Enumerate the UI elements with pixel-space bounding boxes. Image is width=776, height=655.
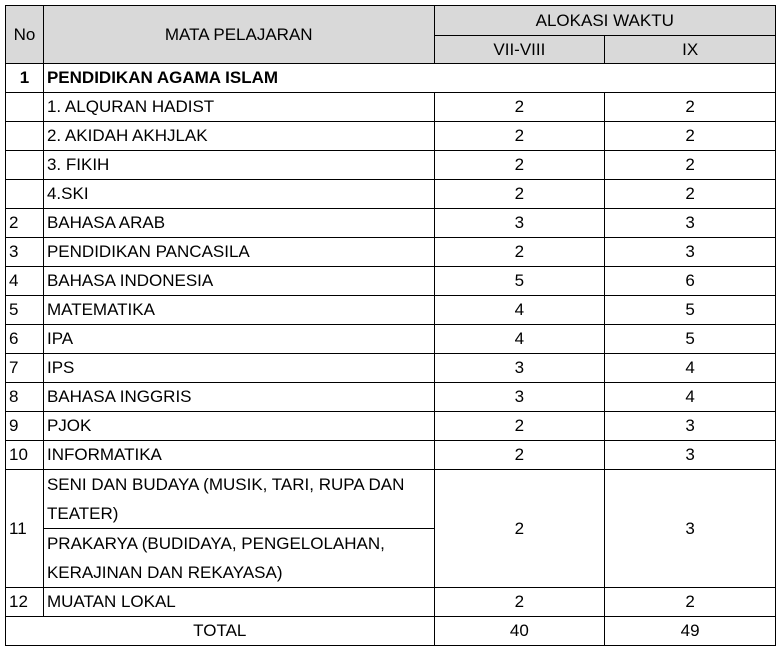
row-hours-vii-viii: 3: [434, 209, 605, 238]
row-no: 7: [6, 354, 44, 383]
row-hours-ix: 6: [605, 267, 776, 296]
row-no: [6, 93, 44, 122]
row-hours-ix: 4: [605, 383, 776, 412]
row-no: 2: [6, 209, 44, 238]
row-no: 10: [6, 441, 44, 470]
table-row: [6, 267, 776, 296]
row-subject: PENDIDIKAN PANCASILA: [43, 238, 434, 267]
row-hours-ix: 2: [605, 180, 776, 209]
row-hours-vii-viii: 4: [434, 296, 605, 325]
row-hours-vii-viii: 5: [434, 267, 605, 296]
header-grade-vii-viii: VII-VIII: [434, 36, 605, 64]
row-hours-ix: 3: [605, 470, 776, 588]
row-subject: BAHASA ARAB: [43, 209, 434, 238]
table-row: [6, 151, 776, 180]
row-hours-vii-viii: 2: [434, 151, 605, 180]
header-allocation: ALOKASI WAKTU: [434, 6, 776, 36]
row-subject: MATEMATIKA: [43, 296, 434, 325]
table-row: [6, 296, 776, 325]
row-hours-ix: 5: [605, 325, 776, 354]
table-row: [6, 412, 776, 441]
row-hours-ix: 4: [605, 354, 776, 383]
row-subject: BAHASA INDONESIA: [43, 267, 434, 296]
total-hours-vii-viii: 40: [434, 617, 605, 646]
row-hours-vii-viii: 2: [434, 93, 605, 122]
row-hours-ix: 3: [605, 412, 776, 441]
row-hours-vii-viii: 2: [434, 180, 605, 209]
table-row: [6, 383, 776, 412]
table-row: [6, 441, 776, 470]
table-row: [6, 470, 776, 529]
row-hours-vii-viii: 2: [434, 122, 605, 151]
row-hours-ix: 2: [605, 93, 776, 122]
row-no: 11: [6, 470, 44, 588]
row-hours-vii-viii: 2: [434, 238, 605, 267]
row-subject: 3. FIKIH: [43, 151, 434, 180]
row-subject: PJOK: [43, 412, 434, 441]
row-hours-vii-viii: 3: [434, 383, 605, 412]
table-row: [6, 238, 776, 267]
curriculum-table: [5, 5, 776, 646]
row-subject: IPS: [43, 354, 434, 383]
row-no: [6, 122, 44, 151]
row-hours-ix: 2: [605, 588, 776, 617]
section-label: PENDIDIKAN AGAMA ISLAM: [43, 64, 775, 93]
row-subject: IPA: [43, 325, 434, 354]
row-hours-ix: 2: [605, 122, 776, 151]
row-no: [6, 180, 44, 209]
row-hours-vii-viii: 2: [434, 412, 605, 441]
row-hours-ix: 5: [605, 296, 776, 325]
table-row: [6, 325, 776, 354]
row-hours-ix: 3: [605, 441, 776, 470]
row-subject: 2. AKIDAH AKHJLAK: [43, 122, 434, 151]
table-row: [6, 209, 776, 238]
row-subject: MUATAN LOKAL: [43, 588, 434, 617]
row-subject: INFORMATIKA: [43, 441, 434, 470]
row-subject: BAHASA INGGRIS: [43, 383, 434, 412]
header-subject: MATA PELAJARAN: [43, 6, 434, 64]
row-hours-vii-viii: 2: [434, 441, 605, 470]
table-row: [6, 180, 776, 209]
total-label: TOTAL: [6, 617, 435, 646]
row-no: 3: [6, 238, 44, 267]
table-row: [6, 93, 776, 122]
row-subject: PRAKARYA (BUDIDAYA, PENGELOLAHAN, KERAJINAN DAN REKAYASA): [43, 529, 434, 588]
row-hours-vii-viii: 4: [434, 325, 605, 354]
row-hours-ix: 3: [605, 238, 776, 267]
row-subject: 1. ALQURAN HADIST: [43, 93, 434, 122]
row-subject: SENI DAN BUDAYA (MUSIK, TARI, RUPA DAN TEATER): [43, 470, 434, 529]
row-no: 5: [6, 296, 44, 325]
row-no: 6: [6, 325, 44, 354]
row-hours-ix: 3: [605, 209, 776, 238]
header-grade-ix: IX: [605, 36, 776, 64]
section-row: [6, 64, 776, 93]
row-no: 8: [6, 383, 44, 412]
row-hours-vii-viii: 2: [434, 588, 605, 617]
row-hours-vii-viii: 3: [434, 354, 605, 383]
section-no: 1: [6, 64, 44, 93]
table-row: [6, 122, 776, 151]
row-no: 9: [6, 412, 44, 441]
header-no: No: [6, 6, 44, 64]
total-hours-ix: 49: [605, 617, 776, 646]
row-no: 12: [6, 588, 44, 617]
row-hours-vii-viii: 2: [434, 470, 605, 588]
total-row: [6, 617, 776, 646]
row-subject: 4.SKI: [43, 180, 434, 209]
row-no: [6, 151, 44, 180]
row-no: 4: [6, 267, 44, 296]
table-row: [6, 354, 776, 383]
row-hours-ix: 2: [605, 151, 776, 180]
table-row: [6, 588, 776, 617]
